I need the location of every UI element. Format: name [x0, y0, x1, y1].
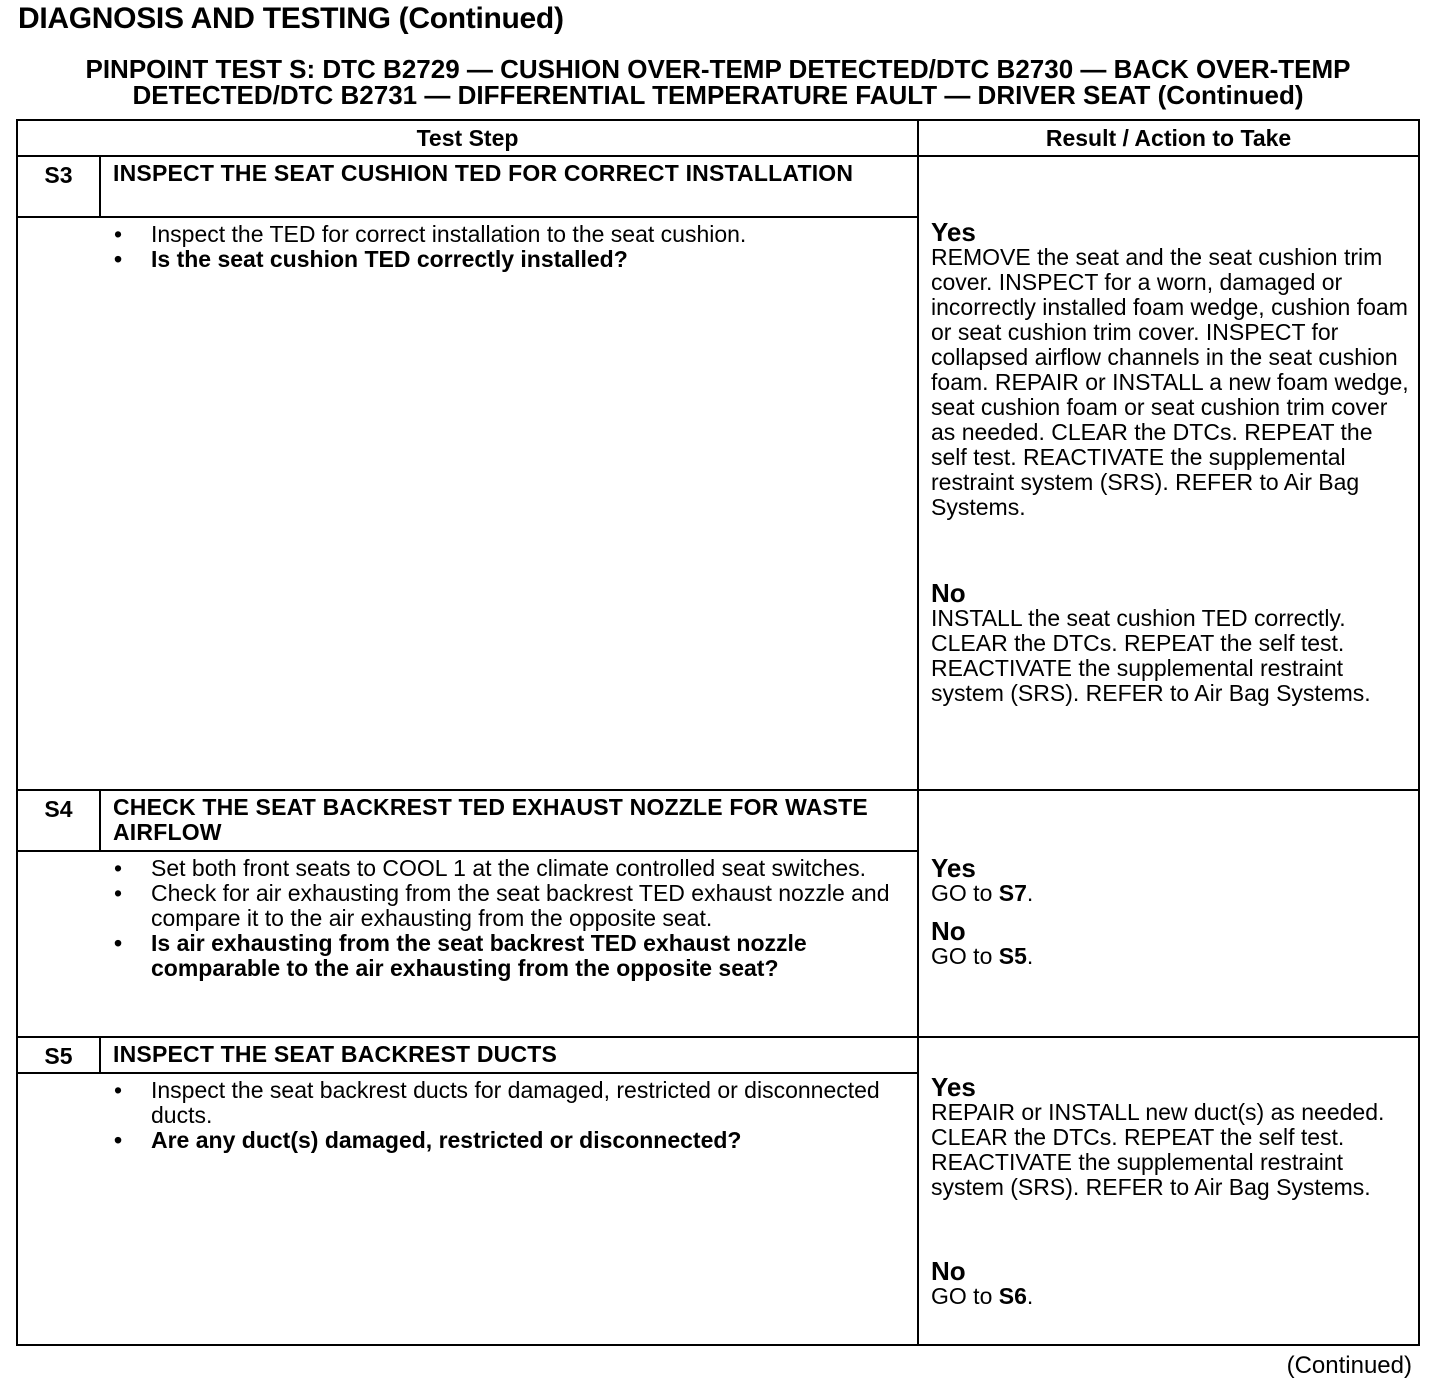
yes-action: GO to S7.: [931, 880, 1034, 906]
step-body: [17, 1073, 918, 1345]
bullet-icon: •: [114, 221, 123, 247]
step-heading: INSPECT THE SEAT BACKREST DUCTS: [100, 1037, 918, 1073]
step-id: S5: [17, 1037, 100, 1073]
yes-action: REMOVE the seat and the seat cushion trim cover. INSPECT for a worn, damaged or incorrectly installed foam wedge, cushion foam or seat cushion trim cover. INSPECT for collapsed airflow channels in the seat cushion foam. REPAIR or INSTALL a new foam wedge, seat cushion foam or seat cushion trim cover as needed. CLEAR the DTCs. REPEAT the self test. REACTIVATE the supplemental restraint system (SRS). REFER to Air Bag Systems.: [931, 244, 1409, 520]
no-label: No: [931, 578, 966, 608]
pinpoint-test-title-line-2: DETECTED/DTC B2731 — DIFFERENTIAL TEMPERATURE FAULT — DRIVER SEAT (Continued): [132, 80, 1304, 110]
bullet-icon: •: [114, 1127, 123, 1153]
action-item: • Inspect the seat backrest ducts for damaged, restricted or disconnected ducts.: [114, 1077, 880, 1128]
goto-step-link: S6: [998, 1283, 1027, 1309]
no-action: INSTALL the seat cushion TED correctly. CLEAR the DTCs. REPEAT the self test. REACTIVATE the supplemental restraint system (SRS). REFER to Air Bag Systems.: [931, 605, 1371, 706]
pinpoint-test-table: [16, 119, 1420, 1346]
goto-step-link: S7: [998, 880, 1027, 906]
continued-footer: (Continued): [1286, 1352, 1412, 1379]
question-item: • Are any duct(s) damaged, restricted or disconnected?: [114, 1127, 742, 1153]
step-heading: INSPECT THE SEAT CUSHION TED FOR CORRECT INSTALLATION: [100, 156, 918, 217]
bullet-icon: •: [114, 930, 123, 956]
step-body: [17, 851, 918, 1037]
yes-label: Yes: [931, 853, 976, 883]
step-body: [17, 217, 918, 790]
bullet-icon: •: [114, 1077, 123, 1103]
no-action: GO to S6.: [931, 1283, 1034, 1309]
pinpoint-test-title: [18, 56, 1418, 108]
bullet-icon: •: [114, 855, 123, 881]
step-s4-heading-row: [17, 790, 1419, 851]
step-s4-result: [918, 790, 1419, 1037]
question-item: • Is air exhausting from the seat backrest TED exhaust nozzle comparable to the air exhausting from the opposite seat?: [114, 930, 807, 981]
no-label: No: [931, 916, 966, 946]
action-item: • Inspect the TED for correct installation to the seat cushion.: [114, 221, 747, 247]
action-item: • Check for air exhausting from the seat backrest TED exhaust nozzle and compare it to the air exhausting from the opposite seat.: [114, 880, 890, 931]
action-list: [28, 222, 907, 272]
yes-label: Yes: [931, 1072, 976, 1102]
table-header-row: [17, 120, 1419, 156]
column-header-test-step: Test Step: [17, 120, 918, 156]
bullet-icon: •: [114, 880, 123, 906]
action-list: [28, 856, 907, 981]
question-item: • Is the seat cushion TED correctly installed?: [114, 246, 628, 272]
action-list: [28, 1078, 907, 1153]
action-item: • Set both front seats to COOL 1 at the climate controlled seat switches.: [114, 855, 867, 881]
no-label: No: [931, 1256, 966, 1286]
step-s5-result: [918, 1037, 1419, 1345]
pinpoint-test-title-line-1: PINPOINT TEST S: DTC B2729 — CUSHION OVER-TEMP DETECTED/DTC B2730 — BACK OVER-TEMP: [85, 54, 1351, 84]
step-id: S4: [17, 790, 100, 851]
yes-label: Yes: [931, 217, 976, 247]
section-title: DIAGNOSIS AND TESTING (Continued): [18, 2, 564, 35]
step-s5-heading-row: [17, 1037, 1419, 1073]
bullet-icon: •: [114, 246, 123, 272]
no-action: GO to S5.: [931, 943, 1034, 969]
step-id: S3: [17, 156, 100, 217]
column-header-result: Result / Action to Take: [918, 120, 1419, 156]
goto-step-link: S5: [998, 943, 1027, 969]
step-s3-heading-row: [17, 156, 1419, 217]
step-heading: CHECK THE SEAT BACKREST TED EXHAUST NOZZLE FOR WASTE AIRFLOW: [100, 790, 918, 851]
yes-action: REPAIR or INSTALL new duct(s) as needed. CLEAR the DTCs. REPEAT the self test. REACTIVATE the supplemental restraint system (SRS). REFER to Air Bag Systems.: [931, 1099, 1385, 1200]
step-s3-result: [918, 156, 1419, 790]
